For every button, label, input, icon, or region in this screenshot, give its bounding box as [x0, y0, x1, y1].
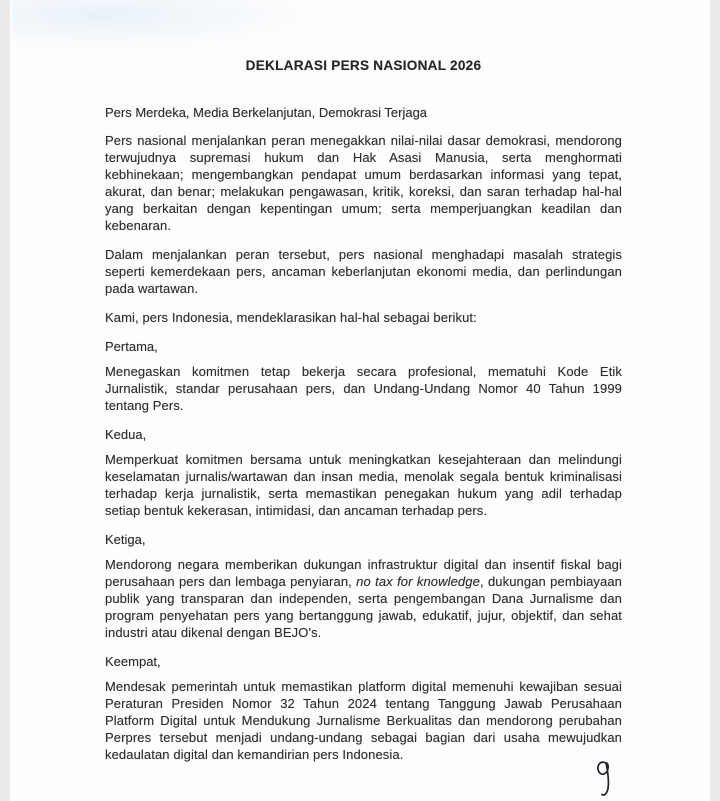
section-label-pertama: Pertama, — [105, 339, 158, 354]
section-body-ketiga-pre: Mendorong negara memberikan dukungan infrastruktur digital dan insentif fiskal bagi perusahaan pers dan lembaga penyiaran, — [105, 557, 622, 589]
paper-content — [10, 0, 710, 801]
scan-edge-right — [710, 0, 720, 801]
intro-paragraph-1: Pers nasional menjalankan peran menegakkan nilai-nilai dasar demokrasi, mendorong terwujudnya supremasi hukum dan Hak Asasi Manusia, serta menghormati kebhinekaan; mengembangkan pendapat umum berdasarkan informasi yang tepat, akurat, dan benar; melakukan pengawasan, kritik, koreksi, dan saran terhadap hal-hal yang berkaitan dengan kepentingan umum; serta memperjuangkan keadilan dan kebenaran. — [105, 133, 622, 233]
section-label-kedua: Kedua, — [105, 427, 147, 442]
document-subtitle: Pers Merdeka, Media Berkelanjutan, Demokrasi Terjaga — [105, 105, 428, 120]
document-title: DEKLARASI PERS NASIONAL 2026 — [245, 58, 482, 73]
section-body-ketiga-post: , dukungan pembiayaan publik yang transparan dan independen, serta pengembangan Dana Jurnalisme dan program penyehatan pers yang bertanggung jawab, edukatif, jujur, objektif, dan sehat industri atau dikenal dengan BEJO's. — [105, 574, 623, 640]
intro-paragraph-2: Dalam menjalankan peran tersebut, pers nasional menghadapi masalah strategis seperti kemerdekaan pers, ancaman keberlanjutan ekonomi media, dan perlindungan pada wartawan. — [105, 247, 622, 296]
section-body-pertama: Menegaskan komitmen tetap bekerja secara profesional, mematuhi Kode Etik Jurnalistik, standar perusahaan pers, dan Undang-Undang Nomor 40 Tahun 1999 tentang Pers. — [105, 364, 622, 413]
section-label-ketiga: Ketiga, — [105, 532, 146, 547]
section-body-kedua: Memperkuat komitmen bersama untuk meningkatkan kesejahteraan dan melindungi keselamatan jurnalis/wartawan dan insan media, menolak segala bentuk kriminalisasi terhadap kerja jurnalistik, serta memastikan penegakan hukum yang adil terhadap setiap bentuk kekerasan, intimidasi, dan ancaman terhadap pers. — [105, 452, 622, 518]
section-body-keempat: Mendesak pemerintah untuk memastikan platform digital memenuhi kewajiban sesuai Peraturan Presiden Nomor 32 Tahun 2024 tentang Tanggung Jawab Perusahaan Platform Digital untuk Mendukung Jurnalisme Berkualitas dan mendorong perubahan Perpres tersebut menjadi undang-undang sebagai bagian dari usaha mewujudkan kedaulatan digital dan kemandirian pers Indonesia. — [105, 679, 622, 762]
section-body-ketiga — [105, 556, 622, 641]
declaration-lead-line: Kami, pers Indonesia, mendeklarasikan hal-hal sebagai berikut: — [105, 310, 477, 325]
section-label-keempat: Keempat, — [105, 654, 161, 669]
handwritten-page-mark — [594, 759, 620, 799]
scan-edge-left — [0, 0, 10, 801]
section-body-ketiga-italic-phrase: no tax for knowledge — [356, 574, 480, 589]
